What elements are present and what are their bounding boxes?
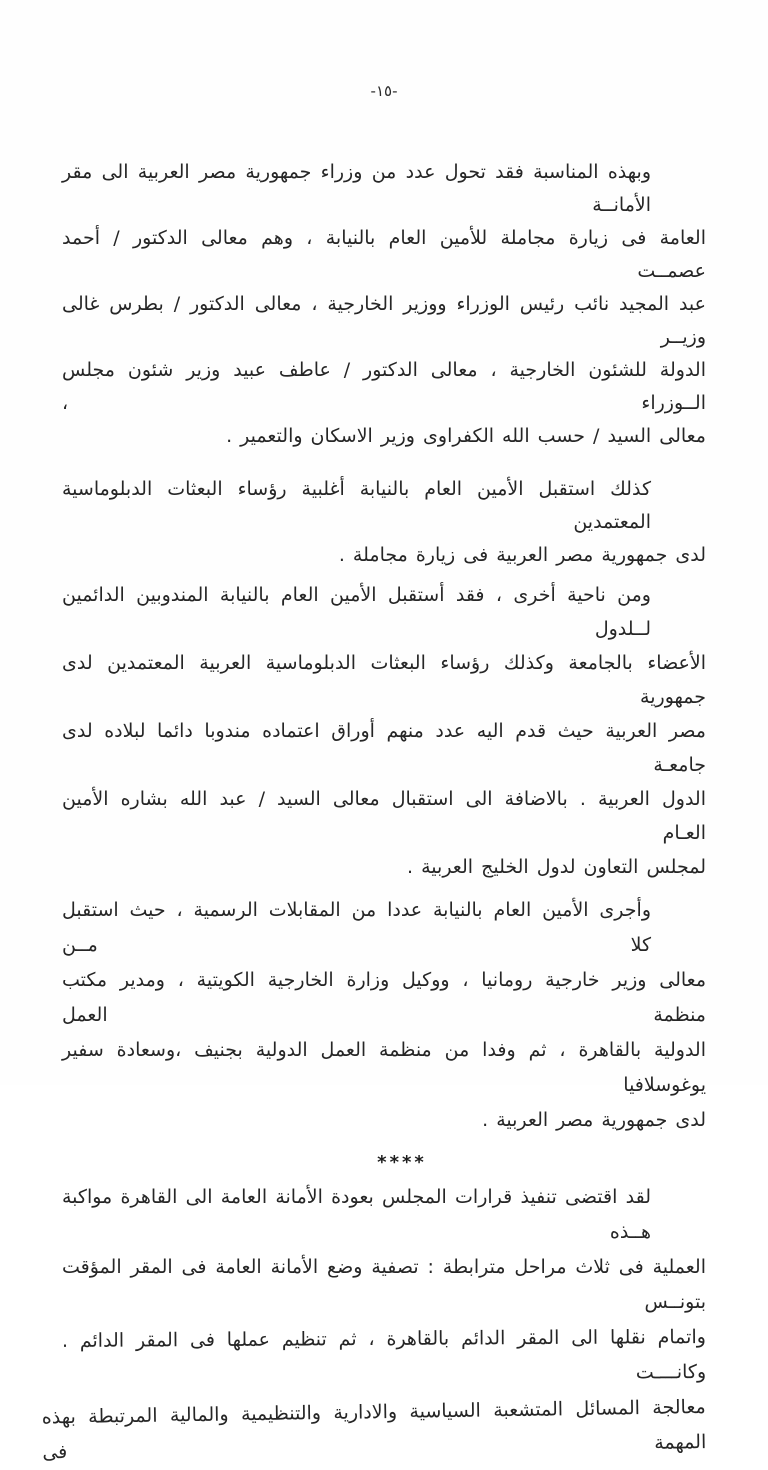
text-line: الدول العربية . بالاضافة الى استقبال معالى السيد / عبد الله بشاره الأمين العـام	[62, 788, 706, 844]
text-line: ومن ناحية أخرى ، فقد أستقبل الأمين العام بالنيابة المندوبين الدائمين لــلدول	[62, 584, 651, 640]
paragraph-permanent-delegates	[62, 578, 706, 884]
text-line: العملية فى ثلاث مراحل مترابطة : تصفية وضع الأمانة العامة فى المقر المؤقت بتونــس	[62, 1256, 706, 1313]
text-line: الدولة للشئون الخارجية ، معالى الدكتور / عاطف عبيد وزير شئون مجلس الــوزراء ،	[62, 359, 706, 414]
text-line: الأعضاء بالجامعة وكذلك رؤساء البعثات الدبلوماسية العربية المعتمدين لدى جمهورية	[62, 652, 706, 708]
text-line: معالى وزير خارجية رومانيا ، ووكيل وزارة الخارجية الكويتية ، ومدير مكتب منظمة العمل	[62, 969, 706, 1026]
paragraph-relocation-phases	[41, 1180, 707, 1464]
text-line: مصر العربية حيث قدم اليه عدد منهم أوراق اعتماده مندوبا دائما لبلاده لدى جامعـة	[62, 720, 706, 776]
text-line: لدى جمهورية مصر العربية .	[482, 1109, 706, 1131]
text-line: واتمام نقلها الى المقر الدائم بالقاهرة ، ثم تنظيم عملها فى المقر الدائم . وكانــــت	[61, 1326, 707, 1384]
text-line: لمجلس التعاون لدول الخليج العربية .	[407, 856, 706, 878]
paragraph-visits-ministers	[62, 156, 706, 453]
text-line: عبد المجيد نائب رئيس الوزراء ووزير الخارجية ، معالى الدكتور / بطرس غالى وزيــر	[62, 293, 706, 348]
paragraph-official-meetings	[62, 893, 706, 1138]
text-line: العامة فى زيارة مجاملة للأمين العام بالنيابة ، وهم معالى الدكتور / أحمد عصمــت	[62, 227, 706, 282]
page-number: -١٥-	[370, 82, 398, 100]
text-line: لدى جمهورية مصر العربية فى زيارة مجاملة .	[338, 544, 706, 566]
paragraph-diplomatic-missions	[62, 473, 706, 572]
text-line: معالجة المسائل المتشعبة السياسية والادارية والتنظيمية والمالية المرتبطة بهذه المهمة فى	[41, 1396, 707, 1464]
text-line: وأجرى الأمين العام بالنيابة عددا من المقابلات الرسمية ، حيث استقبل كلا مــن	[62, 899, 651, 956]
text-line: الدولية بالقاهرة ، ثم وفدا من منظمة العمل الدولية بجنيف ،وسعادة سفير يوغوسلافيا	[62, 1039, 706, 1096]
text-line: لقد اقتضى تنفيذ قرارات المجلس بعودة الأمانة العامة الى القاهرة مواكبة هــذه	[62, 1186, 651, 1243]
text-line: وبهذه المناسبة فقد تحول عدد من وزراء جمهورية مصر العربية الى مقر الأمانــة	[62, 161, 651, 216]
text-line: معالى السيد / حسب الله الكفراوى وزير الاسكان والتعمير .	[226, 425, 706, 447]
asterisk-divider: ****	[377, 1152, 427, 1173]
document-body	[41, 156, 707, 1464]
text-line: كذلك استقبل الأمين العام بالنيابة أغلبية رؤساء البعثات الدبلوماسية المعتمدين	[62, 478, 651, 533]
